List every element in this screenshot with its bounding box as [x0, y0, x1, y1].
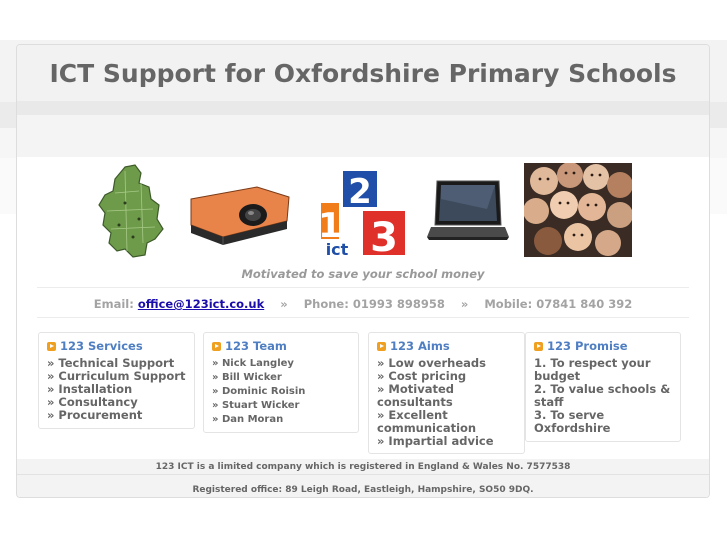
list-item: budget — [534, 369, 581, 383]
list-item: » Stuart Wicker — [212, 400, 300, 411]
list-item: 1. To respect your — [534, 356, 651, 370]
team-list — [212, 357, 350, 427]
list-item: » Dominic Roisin — [212, 386, 306, 397]
mobile-number: 07841 840 392 — [536, 297, 633, 311]
divider — [37, 287, 689, 288]
children-group-photo — [524, 163, 632, 257]
laptop — [427, 179, 509, 241]
list-item: » Motivated — [377, 382, 455, 396]
svg-text:3: 3 — [370, 215, 398, 259]
mobile-label: Mobile: — [484, 297, 533, 311]
phone-label: Phone: — [303, 297, 349, 311]
company-registration-text: 123 ICT is a limited company which is registered in England & Wales No. 7577538 — [155, 462, 571, 472]
arrow-bullet-icon — [377, 342, 386, 351]
team-box — [203, 332, 359, 433]
email-label: Email: — [93, 297, 134, 311]
services-list — [47, 357, 186, 422]
promise-box — [525, 332, 681, 442]
footer — [17, 459, 709, 498]
list-item: » Excellent — [377, 408, 448, 422]
list-item: » Installation — [47, 382, 133, 396]
box-title: 123 Services — [60, 339, 143, 353]
registered-office-text: Registered office: 89 Leigh Road, Eastleigh, Hampshire, SO50 9DQ. — [192, 485, 534, 495]
tagline: Motivated to save your school money — [241, 267, 485, 281]
header — [17, 45, 709, 157]
divider — [37, 317, 689, 318]
list-item: » Nick Langley — [212, 358, 294, 369]
list-item: » Bill Wicker — [212, 372, 282, 383]
email-link[interactable]: office@123ict.co.uk — [137, 297, 265, 311]
123-ict-logo — [317, 169, 413, 259]
aims-list — [377, 357, 516, 448]
promise-list — [534, 357, 672, 435]
projector — [187, 181, 293, 247]
svg-text:ict: ict — [325, 240, 349, 259]
oxfordshire-map — [95, 163, 167, 259]
list-item: » Dan Moran — [212, 414, 284, 425]
list-item: » Procurement — [47, 408, 143, 422]
list-item: » Impartial advice — [377, 434, 494, 448]
list-item: staff — [534, 395, 564, 409]
list-item: communication — [377, 421, 477, 435]
list-item: Oxfordshire — [534, 421, 611, 435]
page-card — [16, 44, 710, 498]
list-item: » Consultancy — [47, 395, 138, 409]
svg-text:1: 1 — [318, 206, 342, 246]
list-item: » Cost pricing — [377, 369, 467, 383]
phone-number: 01993 898958 — [352, 297, 445, 311]
arrow-bullet-icon — [212, 342, 221, 351]
contact-bar — [17, 297, 709, 311]
list-item: » Curriculum Support — [47, 369, 186, 383]
svg-text:2: 2 — [348, 172, 372, 212]
list-item: » Technical Support — [47, 356, 175, 370]
list-item: consultants — [377, 395, 453, 409]
list-item: 2. To value schools & — [534, 382, 671, 396]
list-item: 3. To serve — [534, 408, 605, 422]
page-title: ICT Support for Oxfordshire Primary Schools — [49, 59, 677, 88]
arrow-bullet-icon — [534, 342, 543, 351]
divider — [17, 474, 709, 475]
separator: » — [460, 297, 469, 311]
aims-box — [368, 332, 525, 454]
list-item: » Low overheads — [377, 356, 486, 370]
separator: » — [280, 297, 288, 311]
services-box — [38, 332, 195, 429]
arrow-bullet-icon — [47, 342, 56, 351]
box-title: 123 Aims — [390, 339, 450, 353]
box-title: 123 Team — [225, 339, 287, 353]
box-title: 123 Promise — [547, 339, 628, 353]
